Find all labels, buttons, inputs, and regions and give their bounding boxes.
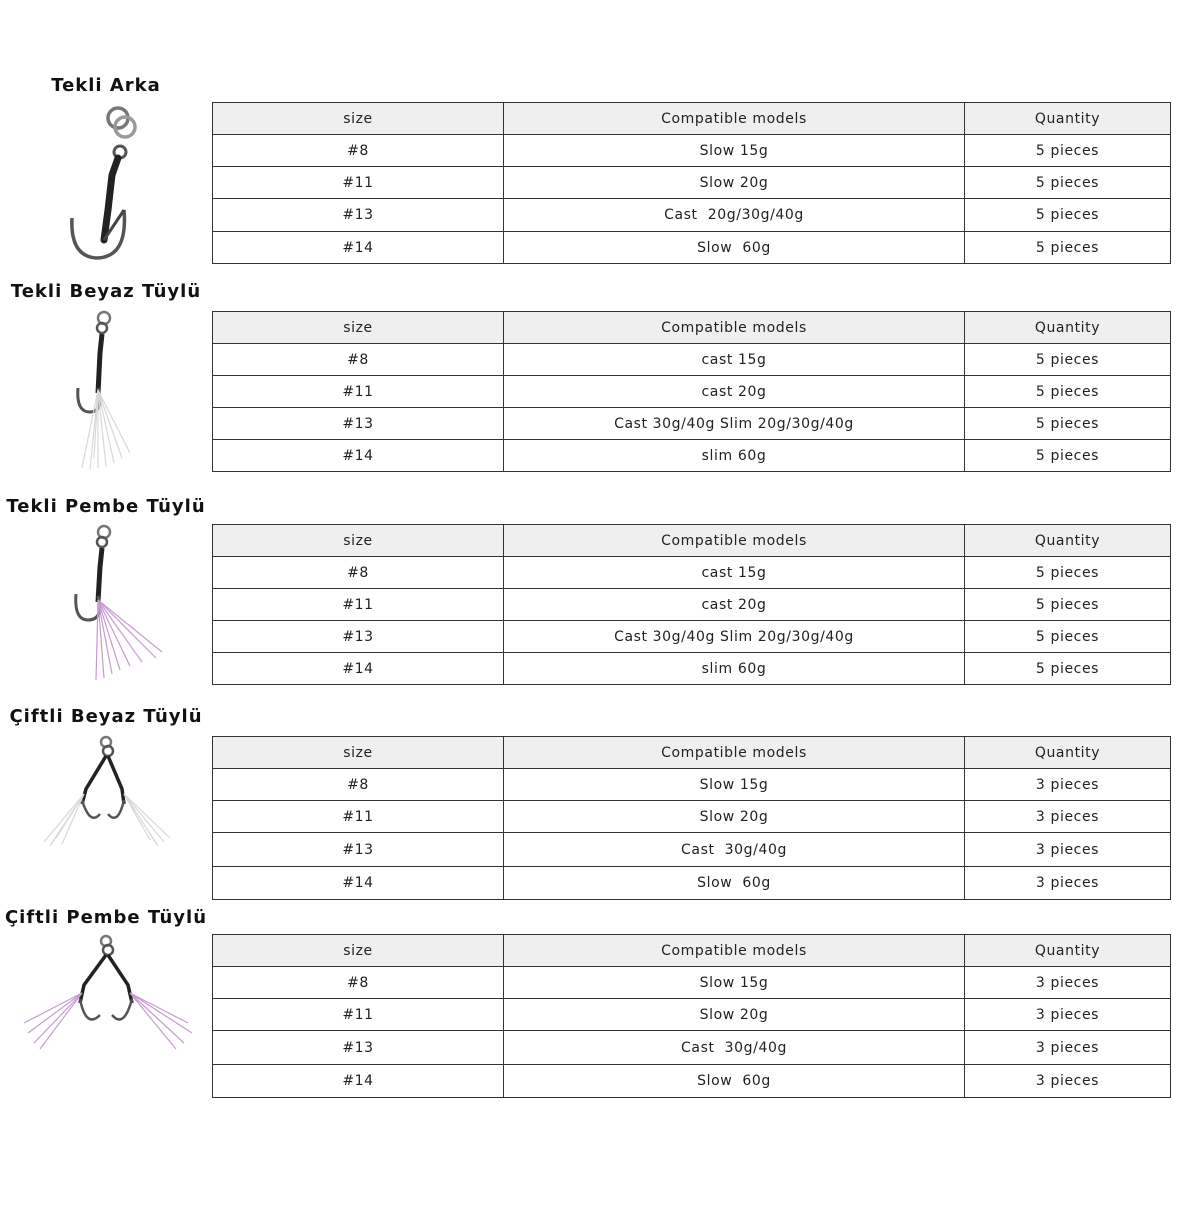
spec-table: [212, 524, 1171, 685]
cell-model: Slow 20g: [504, 801, 965, 833]
header-size: size: [213, 935, 504, 967]
header-quantity: Quantity: [965, 525, 1171, 557]
cell-size: #13: [213, 621, 504, 653]
cell-quantity: 5 pieces: [965, 167, 1171, 199]
cell-model: Cast 30g/40g Slim 20g/30g/40g: [504, 621, 965, 653]
cell-quantity: 3 pieces: [965, 1031, 1171, 1065]
header-models: Compatible models: [504, 737, 965, 769]
cell-quantity: 5 pieces: [965, 135, 1171, 167]
cell-size: #11: [213, 589, 504, 621]
cell-quantity: 5 pieces: [965, 557, 1171, 589]
table-row: [213, 167, 1171, 199]
spec-table: [212, 311, 1171, 472]
cell-quantity: 5 pieces: [965, 232, 1171, 264]
cell-model: Slow 15g: [504, 135, 965, 167]
header-models: Compatible models: [504, 525, 965, 557]
cell-size: #8: [213, 344, 504, 376]
cell-size: #11: [213, 167, 504, 199]
cell-quantity: 5 pieces: [965, 621, 1171, 653]
cell-size: #13: [213, 1031, 504, 1065]
header-size: size: [213, 525, 504, 557]
table-row: [213, 344, 1171, 376]
header-size: size: [213, 737, 504, 769]
spec-table: [212, 736, 1171, 900]
table-row: [213, 621, 1171, 653]
cell-size: #13: [213, 833, 504, 867]
cell-quantity: 5 pieces: [965, 199, 1171, 232]
cell-model: slim 60g: [504, 653, 965, 685]
cell-quantity: 3 pieces: [965, 867, 1171, 900]
cell-size: #13: [213, 199, 504, 232]
section-title: Tekli Pembe Tüylü: [6, 496, 206, 517]
single-hook-pink-feather-icon: [0, 522, 212, 687]
table-row: [213, 589, 1171, 621]
cell-quantity: 5 pieces: [965, 408, 1171, 440]
header-models: Compatible models: [504, 935, 965, 967]
table-row: [213, 967, 1171, 999]
cell-model: Slow 15g: [504, 967, 965, 999]
cell-quantity: 5 pieces: [965, 344, 1171, 376]
header-models: Compatible models: [504, 312, 965, 344]
single-hook-rings-icon: [0, 100, 212, 265]
cell-quantity: 5 pieces: [965, 653, 1171, 685]
table-row: [213, 232, 1171, 264]
cell-quantity: 3 pieces: [965, 769, 1171, 801]
table-row: [213, 557, 1171, 589]
table-row: [213, 135, 1171, 167]
table-row: [213, 440, 1171, 472]
cell-size: #11: [213, 999, 504, 1031]
cell-model: Cast 30g/40g Slim 20g/30g/40g: [504, 408, 965, 440]
cell-size: #8: [213, 557, 504, 589]
cell-model: slim 60g: [504, 440, 965, 472]
spec-table: [212, 102, 1171, 264]
cell-model: Slow 60g: [504, 1065, 965, 1098]
cell-model: Cast 30g/40g: [504, 833, 965, 867]
cell-model: Cast 20g/30g/40g: [504, 199, 965, 232]
cell-model: cast 15g: [504, 344, 965, 376]
table-row: [213, 769, 1171, 801]
cell-quantity: 3 pieces: [965, 999, 1171, 1031]
table-row: [213, 408, 1171, 440]
header-size: size: [213, 103, 504, 135]
header-quantity: Quantity: [965, 935, 1171, 967]
cell-size: #8: [213, 769, 504, 801]
cell-size: #14: [213, 440, 504, 472]
header-quantity: Quantity: [965, 103, 1171, 135]
table-row: [213, 801, 1171, 833]
cell-size: #14: [213, 1065, 504, 1098]
table-row: [213, 1065, 1171, 1098]
header-quantity: Quantity: [965, 312, 1171, 344]
section-title: Tekli Arka: [51, 75, 161, 96]
cell-model: Slow 15g: [504, 769, 965, 801]
cell-quantity: 3 pieces: [965, 833, 1171, 867]
cell-size: #11: [213, 376, 504, 408]
spec-table: [212, 934, 1171, 1098]
cell-size: #8: [213, 967, 504, 999]
header-size: size: [213, 312, 504, 344]
table-row: [213, 867, 1171, 900]
cell-model: cast 20g: [504, 376, 965, 408]
section-title: Çiftli Pembe Tüylü: [4, 907, 208, 928]
cell-size: #11: [213, 801, 504, 833]
cell-quantity: 5 pieces: [965, 589, 1171, 621]
table-row: [213, 833, 1171, 867]
header-models: Compatible models: [504, 103, 965, 135]
cell-quantity: 5 pieces: [965, 376, 1171, 408]
cell-model: Slow 20g: [504, 167, 965, 199]
header-quantity: Quantity: [965, 737, 1171, 769]
double-hook-white-feather-icon: [0, 734, 212, 854]
cell-model: Cast 30g/40g: [504, 1031, 965, 1065]
cell-quantity: 3 pieces: [965, 801, 1171, 833]
cell-size: #13: [213, 408, 504, 440]
cell-quantity: 3 pieces: [965, 967, 1171, 999]
cell-model: Slow 60g: [504, 867, 965, 900]
cell-model: Slow 20g: [504, 999, 965, 1031]
cell-quantity: 5 pieces: [965, 440, 1171, 472]
table-row: [213, 653, 1171, 685]
cell-quantity: 3 pieces: [965, 1065, 1171, 1098]
table-row: [213, 1031, 1171, 1065]
cell-model: Slow 60g: [504, 232, 965, 264]
table-row: [213, 999, 1171, 1031]
cell-size: #14: [213, 232, 504, 264]
cell-size: #14: [213, 867, 504, 900]
section-title: Çiftli Beyaz Tüylü: [9, 706, 203, 727]
double-hook-pink-feather-icon: [0, 933, 212, 1058]
table-row: [213, 376, 1171, 408]
section-title: Tekli Beyaz Tüylü: [10, 281, 202, 302]
single-hook-white-feather-icon: [0, 308, 212, 473]
cell-model: cast 15g: [504, 557, 965, 589]
cell-size: #14: [213, 653, 504, 685]
table-row: [213, 199, 1171, 232]
cell-size: #8: [213, 135, 504, 167]
cell-model: cast 20g: [504, 589, 965, 621]
